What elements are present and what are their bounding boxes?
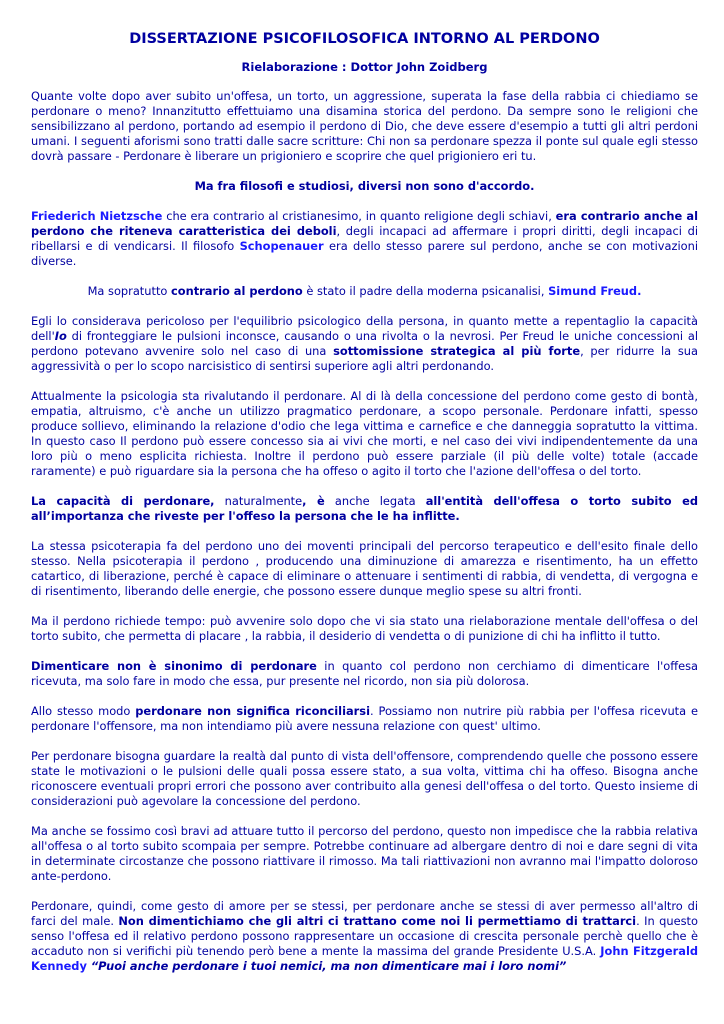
document-subtitle: Rielaborazione : Dottor John Zoidberg bbox=[241, 60, 488, 74]
name-schopenauer: Schopenauer bbox=[239, 239, 324, 253]
paragraph-dimenticare bbox=[31, 659, 698, 689]
text-fragment: Perdonare, quindi, come gesto di amore per se stessi, per perdonare anche se stessi di aver permesso all'altro di farci del male. bbox=[31, 899, 698, 928]
text-fragment: , degli incapaci ad affermare i propri diritti, degli incapaci di ribellarsi e di vendicarsi. Il filosofo bbox=[31, 224, 698, 253]
kennedy-quote: “Puoi anche perdonare i tuoi nemici, ma non dimenticare mai i loro nomi” bbox=[86, 959, 567, 973]
bold-fragment: , è bbox=[302, 494, 325, 508]
text-fragment: Ma sopratutto bbox=[87, 284, 172, 298]
text-fragment: naturalmente bbox=[214, 494, 303, 508]
text-fragment: in quanto col perdono non cerchiamo di dimenticare l'offesa ricevuta, ma solo fare in modo che essa, pur presente nel ricordo, non sia più dolorosa. bbox=[31, 659, 698, 688]
paragraph-nietzsche bbox=[31, 209, 698, 269]
paragraph-psicoterapia: La stessa psicoterapia fa del perdono uno dei moventi principali del percorso terapeutico e dell'esito finale dello stesso. Nella psicoterapia il perdono , producendo una diminuzione di amarezza e risentimento, ha un effetto catartico, di liberazione, perché è capace di eliminare o attenuare i sentimenti di rabbia, di vendetta, di vergogna e di risentimento, liberando delle energie, che possono essere dunque meglio spese su altri fronti. bbox=[31, 539, 698, 598]
paragraph-rabbia: Ma anche se fossimo così bravi ad attuare tutto il percorso del perdono, questo non impedisce che la rabbia relativa all'offesa o al torto subito scompaia per sempre. Potrebbe continuare ad albergare dentro di noi e dare segni di vita in determinate circostanze che possono riattivare il rimosso. Ma tali riattivazioni non avranno mai l'impatto doloroso ante-perdono. bbox=[31, 824, 698, 883]
text-fragment: . In questo senso l'offesa ed il relativo perdono possono rappresentare un occasione di crescita personale perchè quello che è accaduto non si verifichi più tenendo però bene a mente la massima del grande Presidente U.S.A. bbox=[31, 914, 698, 958]
paragraph-psicologia: Attualmente la psicologia sta rivalutando il perdonare. Al di là della concessione del perdono come gesto di bontà, empatia, altruismo, c'è anche un utilizzo pragmatico perdonare, a scopo personale. Perdonare infatti, spesso produce sollievo, eliminando la relazione d'odio che lega vittima e carnefice e che danneggia sopratutto la vittima. In questo caso Il perdono può essere concesso sia ai vivi che morti, e nel caso dei vivi indipendentemente da una loro più o meno esplicita richiesta. Inoltre il perdono può essere parziale (il più delle volte) totale (accade raramente) e può riguardare sia la persona che ha offeso o agito il torto che l'azione dell'offesa o del torto. bbox=[31, 389, 698, 478]
paragraph-freud-intro bbox=[31, 284, 698, 299]
paragraph-tempo: Ma il perdono richiede tempo: può avvenire solo dopo che vi sia stato una rielaborazione mentale dell'offesa o del torto subito, che permetta di placare , la rabbia, il desiderio di vendetta o di punizione di chi ha inflitto il tutto. bbox=[31, 614, 698, 643]
text-fragment: che era contrario al cristianesimo, in quanto religione degli schiavi, bbox=[162, 209, 556, 223]
italic-io: Io bbox=[54, 329, 67, 343]
text-fragment: Allo stesso modo bbox=[31, 704, 136, 718]
text-fragment: era dello stesso parere sul perdono, anche se con motivazioni diverse. bbox=[31, 239, 699, 268]
bold-fragment: sottomissione strategica al più forte bbox=[333, 344, 581, 358]
paragraph-conclusione bbox=[31, 899, 698, 974]
paragraph-offensore: Per perdonare bisogna guardare la realtà dal punto di vista dell'offensore, comprendendo quelle che possono essere state le motivazioni o le pulsioni delle quali possa essere stato, a sua volta, vittima chi ha offeso. Bisogna anche riconoscere eventuali propri errori che possono aver contribuito alla genesi dell'offesa o del torto. Questo insieme di considerazioni può agevolare la concessione del perdono. bbox=[31, 749, 698, 808]
paragraph-capacita bbox=[31, 494, 698, 524]
bold-fragment: all'entità dell'offesa o torto subito ed all’importanza che riveste per l'offeso la persona che le ha inflitte. bbox=[31, 494, 698, 523]
paragraph-freud bbox=[31, 314, 698, 374]
bold-fragment: era contrario anche al perdono che riteneva caratteristica dei deboli bbox=[31, 209, 698, 238]
bold-fragment: contrario al perdono bbox=[171, 284, 303, 298]
text-fragment: . Possiamo non nutrire più rabbia per l'offesa ricevuta e perdonare l'offensore, ma non intendiamo più avere nessuna relazione con quest' ultimo. bbox=[31, 704, 698, 733]
name-nietzsche: Friederich Nietzsche bbox=[31, 209, 163, 223]
name-freud: Simund Freud. bbox=[548, 284, 642, 298]
document-page bbox=[31, 30, 698, 974]
bold-fragment: Non dimentichiamo che gli altri ci trattano come noi li permettiamo di trattarci bbox=[118, 914, 637, 928]
text-fragment: è stato il padre della moderna psicanalisi, bbox=[302, 284, 549, 298]
text-fragment: anche legata bbox=[324, 494, 426, 508]
text-fragment: Egli lo considerava pericoloso per l'equilibrio psicologico della persona, in quanto mette a repentaglio la capacità dell' bbox=[31, 314, 698, 343]
text-fragment: , per ridurre la sua aggressività o per lo scopo narcisistico di sentirsi superiore agli altri perdonando. bbox=[31, 344, 698, 373]
section-heading: Ma fra filosofi e studiosi, diversi non sono d'accordo. bbox=[194, 179, 535, 193]
name-kennedy: John Fitzgerald Kennedy bbox=[31, 944, 698, 973]
bold-fragment: La capacità di perdonare, bbox=[31, 494, 215, 508]
document-title: DISSERTAZIONE PSICOFILOSOFICA INTORNO AL PERDONO bbox=[129, 31, 600, 47]
bold-fragment: Dimenticare non è sinonimo di perdonare bbox=[31, 659, 317, 673]
text-fragment: di fronteggiare le pulsioni inconsce, causando o una rivolta o la nevrosi. Per Freud le uniche concessioni al perdono potevano avvenire solo nel caso di una bbox=[31, 329, 698, 358]
bold-fragment: perdonare non significa riconciliarsi bbox=[135, 704, 370, 718]
paragraph-riconciliarsi bbox=[31, 704, 698, 734]
paragraph-intro: Quante volte dopo aver subito un'offesa, un torto, un aggressione, superata la fase della rabbia ci chiediamo se perdonare o meno? Innanzitutto effettuiamo una disamina storica del perdono. Da sempre sono le religioni che sensibilizzano al perdono, portando ad esempio il perdono di Dio, che deve essere d'esempio a tutti gli altri perdoni umani. I seguenti aforismi sono tratti dalle sacre scritture: Chi non sa perdonare spezza il ponte sul quale egli stesso dovrà passare - Perdonare è liberare un prigioniero e scoprire che quel prigioniero eri tu. bbox=[31, 89, 698, 163]
